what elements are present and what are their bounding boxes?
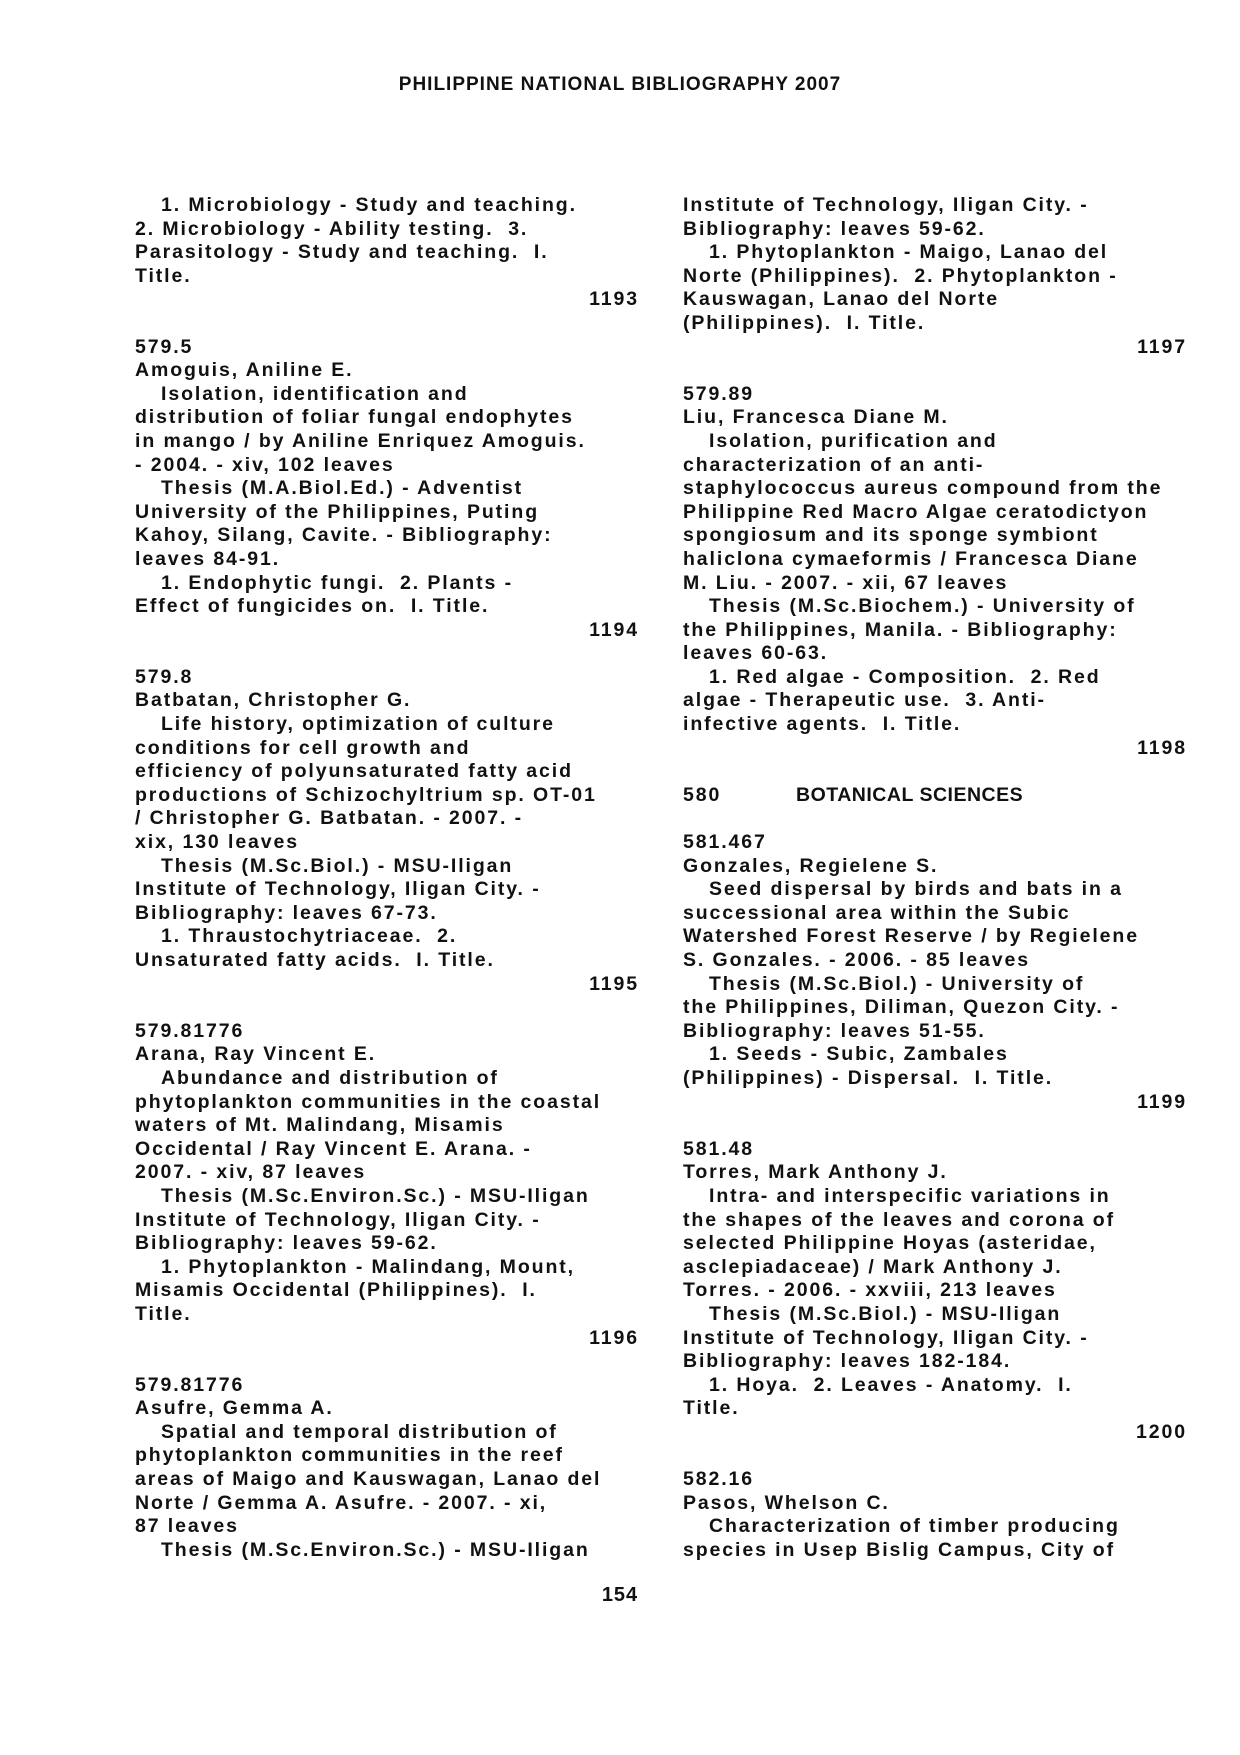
entry-line: Thesis (M.A.Biol.Ed.) - Adventist (161, 477, 524, 500)
entry-number: 1199 (1137, 1090, 1187, 1113)
entry-line: Philippine Red Macro Algae ceratodictyon (683, 500, 1149, 523)
entry-line: Pasos, Whelson C. (683, 1491, 890, 1514)
page-header: PHILIPPINE NATIONAL BIBLIOGRAPHY 2007 (398, 74, 842, 95)
entry-line: spongiosum and its sponge symbiont (683, 524, 1099, 547)
blank-line (683, 1114, 1187, 1138)
entry-line: areas of Maigo and Kauswagan, Lanao del (135, 1468, 602, 1491)
entry-line: Institute of Technology, Iligan City. - (135, 878, 541, 901)
section-code: 580 (683, 783, 722, 806)
entry-line: M. Liu. - 2007. - xii, 67 leaves (683, 571, 1009, 594)
entry-line: Title. (135, 1302, 192, 1325)
entry-line: Unsaturated fatty acids. I. Title. (135, 949, 495, 971)
blank-line (135, 642, 639, 666)
entry-line: conditions for cell growth and (135, 736, 471, 759)
entry-line: the Philippines, Manila. - Bibliography: (683, 618, 1118, 641)
entry-number: 1200 (1136, 1420, 1187, 1443)
entry-line: Liu, Francesca Diane M. (683, 406, 949, 429)
entry-line: Isolation, identification and (161, 382, 469, 405)
entry-line: Institute of Technology, Iligan City. - (135, 1208, 541, 1231)
entry-line: 1. Thraustochytriaceae. 2. (161, 925, 458, 948)
entry-line: Bibliography: leaves 59-62. (135, 1232, 438, 1255)
entry-line: phytoplankton communities in the coastal (135, 1090, 602, 1113)
entry-line: 579.8 (135, 665, 194, 688)
entry-line: Torres. - 2006. - xxviii, 213 leaves (683, 1279, 1057, 1302)
blank-line (683, 359, 1187, 383)
blank-line (135, 996, 639, 1020)
entry-line: 1. Endophytic fungi. 2. Plants - (161, 571, 513, 594)
entry-line: 1. Phytoplankton - Malindang, Mount, (161, 1255, 575, 1278)
entry-line: infective agents. I. Title. (683, 713, 962, 736)
left-column (135, 194, 639, 1562)
right-column (683, 194, 1187, 1562)
entry-line: 579.89 (683, 382, 755, 405)
entry-line: Institute of Technology, Iligan City. - (683, 194, 1089, 216)
entry-line: Thesis (M.Sc.Environ.Sc.) - MSU-Iligan (161, 1184, 590, 1207)
entry-line: 1. Hoya. 2. Leaves - Anatomy. I. (709, 1373, 1073, 1396)
entry-line: Life history, optimization of culture (161, 713, 555, 736)
entry-line: Intra- and interspecific variations in (709, 1184, 1111, 1207)
entry-number: 1194 (589, 618, 639, 641)
entry-line: Torres, Mark Anthony J. (683, 1161, 948, 1184)
entry-line: Bibliography: leaves 51-55. (683, 1019, 986, 1042)
entry-line: Bibliography: leaves 182-184. (683, 1350, 1012, 1373)
entry-line: the Philippines, Diliman, Quezon City. - (683, 996, 1120, 1019)
entry-line: 581.467 (683, 831, 767, 854)
entry-line: leaves 84-91. (135, 547, 281, 570)
entry-line: Characterization of timber producing (709, 1515, 1120, 1538)
entry-line: productions of Schizochyltrium sp. OT-01 (135, 783, 597, 806)
entry-line: Thesis (M.Sc.Biol.) - MSU-Iligan (161, 854, 514, 877)
entry-line: haliclona cymaeformis / Francesca Diane (683, 547, 1139, 570)
section-name: BOTANICAL SCIENCES (796, 783, 1024, 806)
entry-line: Thesis (M.Sc.Biol.) - University of (709, 972, 1085, 995)
entry-line: Asufre, Gemma A. (135, 1397, 334, 1420)
entry-line: xix, 130 leaves (135, 831, 300, 854)
entry-line: species in Usep Bislig Campus, City of (683, 1538, 1115, 1561)
entry-line: Seed dispersal by birds and bats in a (709, 878, 1123, 901)
entry-line: waters of Mt. Malindang, Misamis (135, 1114, 505, 1137)
entry-line: 579.81776 (135, 1373, 245, 1396)
entry-line: efficiency of polyunsaturated fatty acid (135, 760, 573, 783)
entry-line: asclepiadaceae) / Mark Anthony J. (683, 1255, 1063, 1278)
entry-line: Arana, Ray Vincent E. (135, 1043, 377, 1066)
entry-line: 1. Phytoplankton - Maigo, Lanao del (709, 241, 1109, 264)
entry-line: Institute of Technology, Iligan City. - (683, 1326, 1089, 1349)
entry-line: Misamis Occidental (Philippines). I. (135, 1279, 537, 1302)
entry-line: Kauswagan, Lanao del Norte (683, 288, 999, 311)
entry-line: successional area within the Subic (683, 901, 1071, 924)
entry-line: Thesis (M.Sc.Biochem.) - University of (709, 595, 1136, 618)
entry-line: Thesis (M.Sc.Environ.Sc.) - MSU-Iligan (161, 1538, 590, 1561)
entry-line: in mango / by Aniline Enriquez Amoguis. (135, 429, 586, 452)
entry-line: Title. (683, 1397, 740, 1420)
entry-line: Gonzales, Regielene S. (683, 854, 939, 877)
blank-line (683, 760, 1187, 784)
entry-line: 1. Microbiology - Study and teaching. (161, 194, 577, 216)
entry-line: 582.16 (683, 1468, 755, 1491)
entry-line: Bibliography: leaves 59-62. (683, 217, 986, 240)
page-number: 154 (601, 1584, 639, 1606)
entry-line: 1. Seeds - Subic, Zambales (709, 1043, 1009, 1066)
entry-line: Occidental / Ray Vincent E. Arana. - (135, 1137, 532, 1160)
entry-line: Isolation, purification and (709, 429, 998, 452)
entry-line: Parasitology - Study and teaching. I. (135, 241, 549, 264)
entry-line: Title. (135, 264, 192, 287)
entry-line: characterization of an anti- (683, 453, 985, 476)
entry-line: phytoplankton communities in the reef (135, 1444, 564, 1467)
entry-line: Bibliography: leaves 67-73. (135, 901, 438, 924)
entry-line: Kahoy, Silang, Cavite. - Bibliography: (135, 524, 553, 547)
entry-line: 579.5 (135, 335, 194, 358)
entry-line: the shapes of the leaves and corona of (683, 1208, 1115, 1231)
entry-line: Watershed Forest Reserve / by Regielene (683, 925, 1139, 948)
blank-line (683, 807, 1187, 831)
blank-line (135, 312, 639, 336)
entry-line: Spatial and temporal distribution of (161, 1420, 558, 1443)
entry-line: distribution of foliar fungal endophytes (135, 406, 574, 429)
entry-line: Abundance and distribution of (161, 1066, 499, 1089)
entry-line: leaves 60-63. (683, 642, 829, 665)
entry-line: staphylococcus aureus compound from the (683, 477, 1163, 500)
entry-line: Thesis (M.Sc.Biol.) - MSU-Iligan (709, 1302, 1062, 1325)
entry-line: (Philippines) - Dispersal. I. Title. (683, 1066, 1054, 1089)
blank-line (135, 1350, 639, 1374)
entry-line: Amoguis, Aniline E. (135, 359, 354, 382)
entry-line: / Christopher G. Batbatan. - 2007. - (135, 807, 524, 830)
entry-line: Effect of fungicides on. I. Title. (135, 595, 490, 618)
entry-line: 87 leaves (135, 1515, 239, 1538)
entry-line: 1. Red algae - Composition. 2. Red (709, 665, 1101, 688)
entry-number: 1198 (1137, 736, 1187, 759)
entry-line: - 2004. - xiv, 102 leaves (135, 453, 395, 476)
entry-line: selected Philippine Hoyas (asteridae, (683, 1232, 1097, 1255)
entry-line: 2. Microbiology - Ability testing. 3. (135, 217, 529, 240)
entry-number: 1197 (1137, 335, 1187, 358)
entry-number: 1196 (589, 1326, 639, 1349)
entry-line: S. Gonzales. - 2006. - 85 leaves (683, 949, 1030, 971)
entry-line: University of the Philippines, Puting (135, 500, 539, 523)
entry-number: 1193 (589, 288, 639, 311)
entry-line: Norte (Philippines). 2. Phytoplankton - (683, 264, 1118, 287)
entry-line: 581.48 (683, 1137, 755, 1160)
section-heading (683, 784, 1187, 808)
entry-number: 1195 (589, 972, 639, 995)
entry-line: algae - Therapeutic use. 3. Anti- (683, 689, 1046, 712)
entry-line: Batbatan, Christopher G. (135, 689, 412, 712)
blank-line (683, 1444, 1187, 1468)
entry-line: Norte / Gemma A. Asufre. - 2007. - xi, (135, 1491, 548, 1514)
entry-line: (Philippines). I. Title. (683, 311, 926, 334)
entry-line: 2007. - xiv, 87 leaves (135, 1161, 367, 1184)
entry-line: 579.81776 (135, 1019, 245, 1042)
